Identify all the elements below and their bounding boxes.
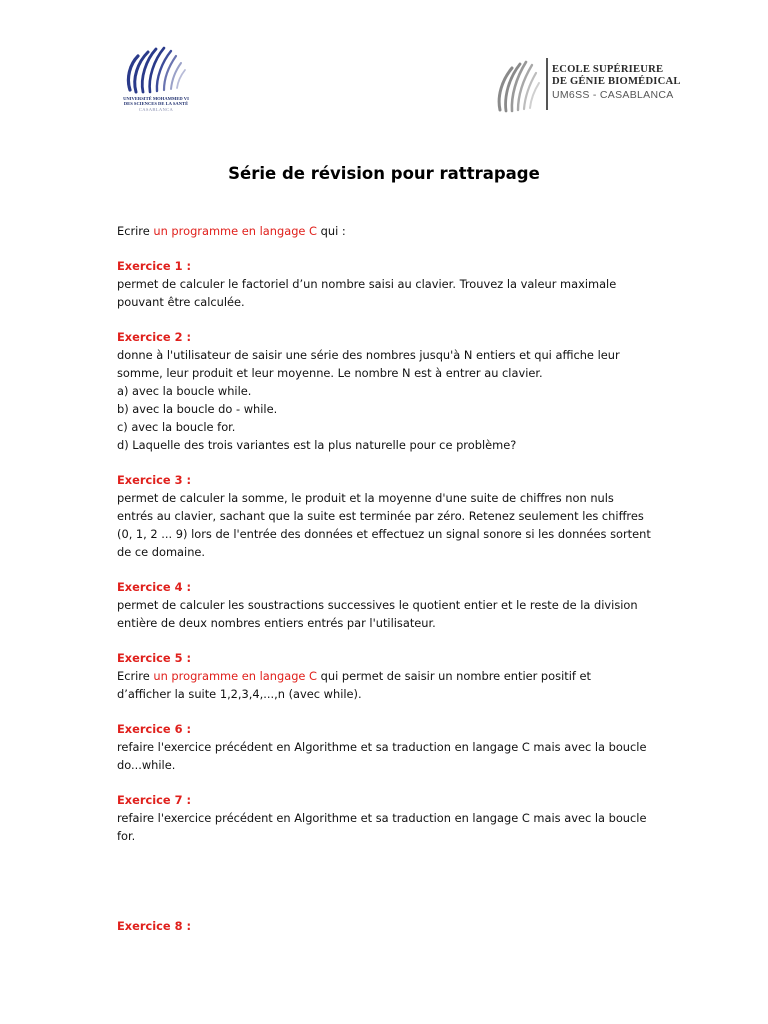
- exercise-4-line: entière de deux nombres entiers entrés par l'utilisateur.: [117, 616, 436, 630]
- exercise-list: [117, 222, 657, 935]
- exercise-3-line: de ce domaine.: [117, 545, 206, 559]
- exercise-2-option-a: a) avec la boucle while.: [117, 384, 252, 398]
- exercise-5-line: d’afficher la suite 1,2,3,4,...,n (avec while).: [117, 687, 362, 701]
- exercise-4-line: permet de calculer les soustractions successives le quotient entier et le reste de la division: [117, 598, 638, 612]
- school-logo-mark-icon: [494, 56, 544, 114]
- exercise-1-heading: Exercice 1 :: [117, 259, 192, 273]
- school-name-line1: ECOLE SUPÉRIEURE: [552, 64, 664, 75]
- exercise-5-line: [117, 667, 657, 685]
- exercise-2: [117, 328, 657, 454]
- university-city: CASABLANCA: [138, 106, 174, 112]
- exercise-6-line: refaire l'exercice précédent en Algorithme et sa traduction en langage C mais avec la boucle: [117, 740, 647, 754]
- exercise-2-option-b: b) avec la boucle do - while.: [117, 402, 278, 416]
- intro-highlight: un programme en langage C: [153, 224, 318, 238]
- exercise-3-line: (0, 1, 2 ... 9) lors de l'entrée des données et effectuez un signal sonore si les données sortent: [117, 527, 651, 541]
- university-name-line1: UNIVERSITÉ MOHAMMED VI: [123, 96, 189, 101]
- university-name-line2: DES SCIENCES DE LA SANTÉ: [123, 101, 189, 107]
- exercise-7: [117, 791, 657, 845]
- exercise-1: [117, 257, 657, 311]
- intro-after: qui :: [317, 224, 346, 238]
- page-title: Série de révision pour rattrapage: [228, 164, 540, 183]
- exercise-1-line: pouvant être calculée.: [117, 295, 245, 309]
- intro-line: [117, 222, 657, 240]
- exercise-5-before: Ecrire: [117, 669, 154, 683]
- exercise-2-line: donne à l'utilisateur de saisir une série des nombres jusqu'à N entiers et qui affiche leur: [117, 348, 620, 362]
- exercise-3-heading: Exercice 3 :: [117, 473, 192, 487]
- university-logo-mark-icon: [116, 42, 196, 96]
- intro-before: Ecrire: [117, 224, 154, 238]
- exercise-4-heading: Exercice 4 :: [117, 580, 192, 594]
- exercise-6-heading: Exercice 6 :: [117, 722, 192, 736]
- exercise-5-after: qui permet de saisir un nombre entier positif et: [317, 669, 591, 683]
- exercise-2-line: somme, leur produit et leur moyenne. Le nombre N est à entrer au clavier.: [117, 366, 543, 380]
- logo-divider: [546, 58, 548, 110]
- exercise-7-heading: Exercice 7 :: [117, 793, 192, 807]
- exercise-2-option-d: d) Laquelle des trois variantes est la plus naturelle pour ce problème?: [117, 438, 517, 452]
- exercise-8: [117, 917, 657, 935]
- exercise-2-option-c: c) avec la boucle for.: [117, 420, 236, 434]
- exercise-4: [117, 578, 657, 632]
- exercise-6: [117, 720, 657, 774]
- exercise-6-line: do...while.: [117, 758, 176, 772]
- exercise-5: [117, 649, 657, 703]
- exercise-5-heading: Exercice 5 :: [117, 651, 192, 665]
- exercise-1-line: permet de calculer le factoriel d’un nombre saisi au clavier. Trouvez la valeur maximale: [117, 277, 617, 291]
- exercise-5-highlight: un programme en langage C: [153, 669, 318, 683]
- school-location: UM6SS - CASABLANCA: [552, 89, 674, 101]
- exercise-7-line: for.: [117, 829, 136, 843]
- school-logo: [494, 56, 684, 116]
- exercise-2-heading: Exercice 2 :: [117, 330, 192, 344]
- exercise-3: [117, 471, 657, 561]
- exercise-7-line: refaire l'exercice précédent en Algorithme et sa traduction en langage C mais avec la boucle: [117, 811, 647, 825]
- exercise-3-line: entrés au clavier, sachant que la suite est terminée par zéro. Retenez seulement les chiffres: [117, 509, 644, 523]
- university-logo: [116, 42, 196, 122]
- school-name-line2: DE GÉNIE BIOMÉDICAL: [552, 76, 681, 87]
- exercise-3-line: permet de calculer la somme, le produit et la moyenne d'une suite de chiffres non nuls: [117, 491, 614, 505]
- exercise-8-heading: Exercice 8 :: [117, 919, 192, 933]
